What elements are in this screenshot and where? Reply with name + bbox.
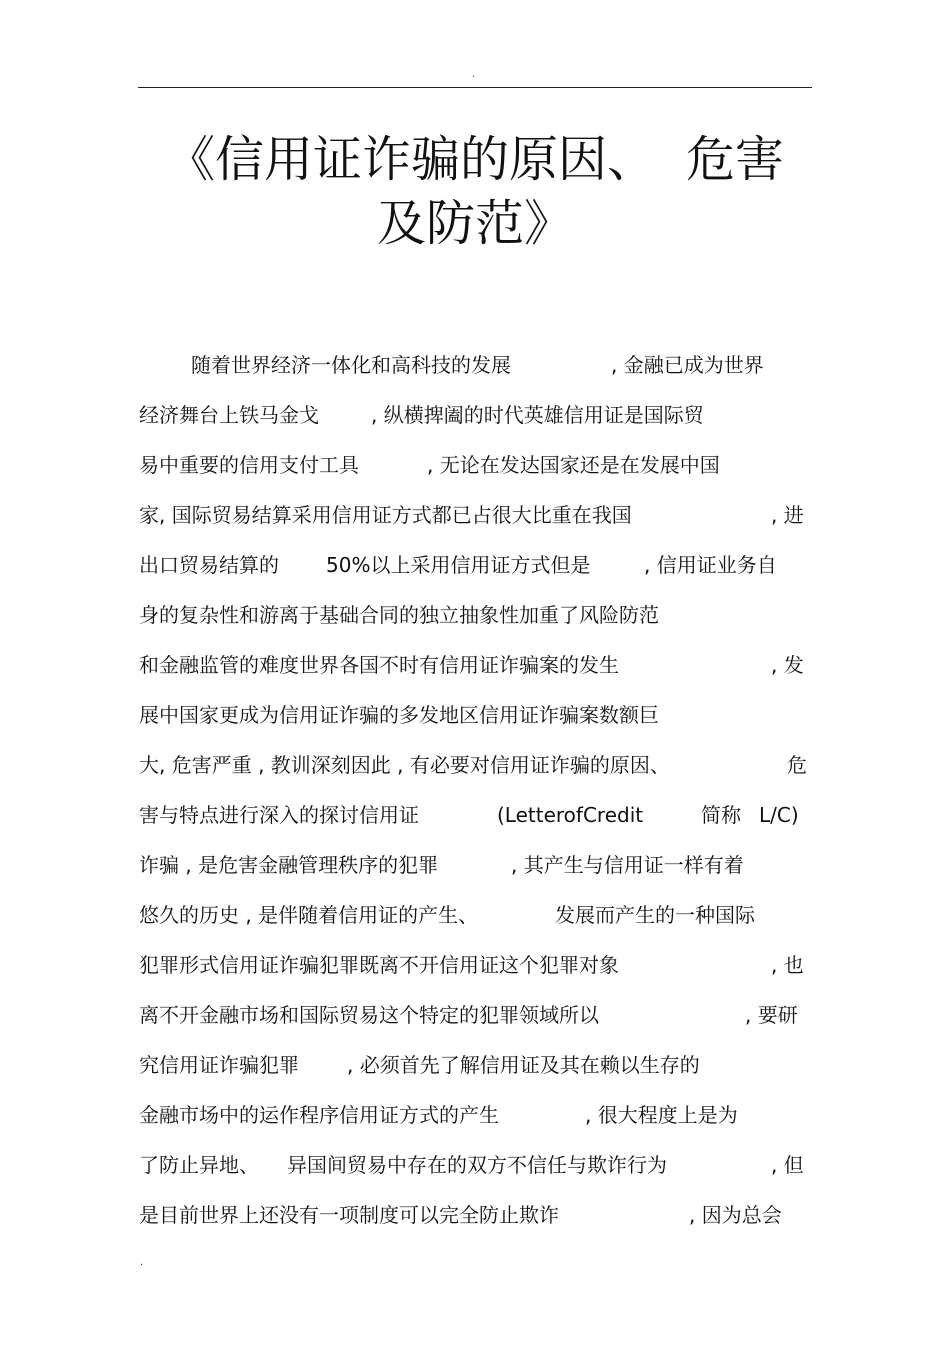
body-line-10-seg-3: 简称 — [701, 803, 741, 827]
body-line-13-seg-1: 犯罪形式信用证诈骗犯罪既离不开信用证这个犯罪对象 — [139, 953, 619, 977]
document-title — [138, 128, 812, 256]
body-line-5-seg-3: , 信用证业务自 — [644, 553, 777, 577]
body-line-1-seg-2: , 金融已成为世界 — [611, 353, 764, 377]
header-rule — [138, 87, 812, 88]
body-line-18-seg-2: , 因为总会 — [689, 1203, 782, 1227]
body-line-4-seg-2: , 进 — [771, 503, 804, 527]
body-line-14-seg-1: 离不开金融市场和国际贸易这个特定的犯罪领域所以 — [139, 1003, 599, 1027]
body-line-8-seg-1: 展中国家更成为信用证诈骗的多发地区信用证诈骗案数额巨 — [139, 703, 659, 727]
body-line-9-seg-2: 危 — [787, 753, 807, 777]
body-line-2-seg-2: , 纵横捭阖的时代英雄信用证是国际贸 — [371, 403, 704, 427]
body-line-15-seg-2: , 必须首先了解信用证及其在赖以生存的 — [347, 1053, 700, 1077]
body-line-18-seg-1: 是目前世界上还没有一项制度可以完全防止欺诈 — [139, 1203, 559, 1227]
body-line-10-seg-4: L/C) — [759, 803, 799, 827]
body-line-12-seg-2: 发展而产生的一种国际 — [555, 903, 755, 927]
body-line-1-seg-1: 随着世界经济一体化和高科技的发展 — [191, 353, 511, 377]
body-line-16-seg-1: 金融市场中的运作程序信用证方式的产生 — [139, 1103, 499, 1127]
body-line-12-seg-1: 悠久的历史 , 是伴随着信用证的产生、 — [139, 903, 479, 927]
body-line-17-seg-3: , 但 — [771, 1153, 804, 1177]
title-line-1 — [138, 128, 812, 192]
title-line-1-part-1: 《信用证诈骗的原因、 — [165, 131, 656, 188]
body-line-5-seg-2: 50%以上采用信用证方式但是 — [326, 553, 591, 577]
header-mark: . — [472, 69, 476, 80]
body-line-3-seg-2: , 无论在发达国家还是在发展中国 — [427, 453, 720, 477]
body-line-11-seg-1: 诈骗 , 是危害金融管理秩序的犯罪 — [139, 853, 439, 877]
body-line-13-seg-2: , 也 — [771, 953, 804, 977]
body-line-7-seg-1: 和金融监管的难度世界各国不时有信用证诈骗案的发生 — [139, 653, 619, 677]
title-line-2: 及防范》 — [376, 195, 573, 252]
body-line-11-seg-2: , 其产生与信用证一样有着 — [511, 853, 744, 877]
body-line-2-seg-1: 经济舞台上铁马金戈 — [139, 403, 319, 427]
body-line-5-seg-1: 出口贸易结算的 — [139, 553, 279, 577]
title-line-1-part-2: 危害 — [686, 131, 785, 188]
body-line-10-seg-1: 害与特点进行深入的探讨信用证 — [139, 803, 419, 827]
body-line-4-seg-1: 家, 国际贸易结算采用信用证方式都已占很大比重在我国 — [139, 503, 632, 527]
body-line-9-seg-1: 大, 危害严重 , 教训深刻因此 , 有必要对信用证诈骗的原因、 — [139, 753, 670, 777]
body-line-15-seg-1: 究信用证诈骗犯罪 — [139, 1053, 299, 1077]
body-line-16-seg-2: , 很大程度上是为 — [585, 1103, 738, 1127]
body-line-3-seg-1: 易中重要的信用支付工具 — [139, 453, 359, 477]
body-line-14-seg-2: , 要研 — [745, 1003, 798, 1027]
body-line-17-seg-1: 了防止异地、 — [139, 1153, 259, 1177]
footer-mark: . — [140, 1257, 144, 1268]
body-line-6-seg-1: 身的复杂性和游离于基础合同的独立抽象性加重了风险防范 — [139, 603, 659, 627]
body-line-17-seg-2: 异国间贸易中存在的双方不信任与欺诈行为 — [287, 1153, 667, 1177]
body-line-7-seg-2: , 发 — [771, 653, 804, 677]
body-line-10-seg-2: (LetterofCredit — [497, 803, 644, 827]
